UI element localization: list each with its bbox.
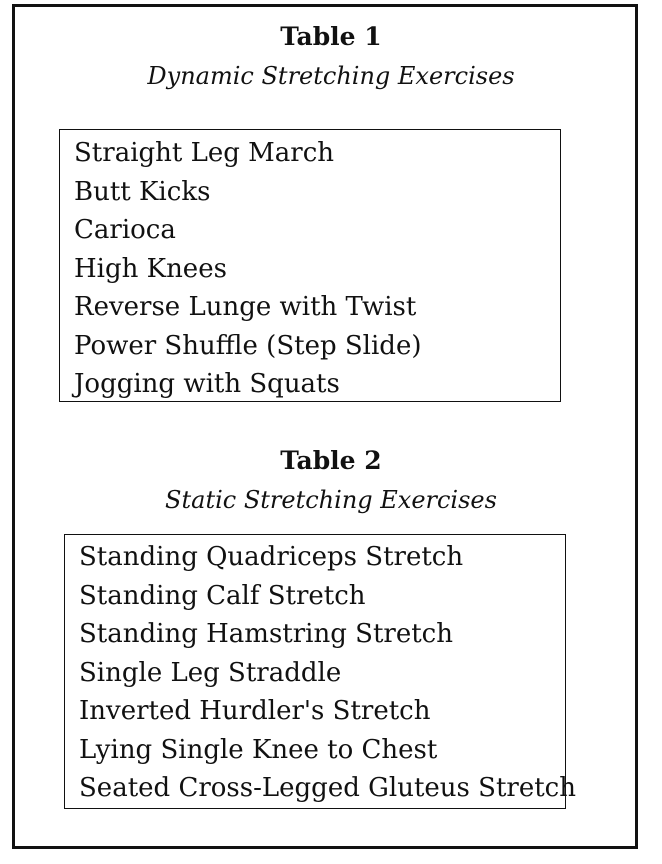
list-item: Standing Calf Stretch bbox=[79, 580, 366, 611]
list-item: Lying Single Knee to Chest bbox=[79, 734, 438, 765]
list-item: Standing Hamstring Stretch bbox=[79, 619, 453, 649]
table-1-subtitle: Dynamic Stretching Exercises bbox=[147, 62, 515, 90]
list-item: Reverse Lunge with Twist bbox=[74, 292, 417, 322]
static-stretching-list bbox=[64, 534, 576, 809]
list-item: Single Leg Straddle bbox=[79, 657, 342, 688]
list-item: Butt Kicks bbox=[74, 176, 211, 207]
list-item: Seated Cross-Legged Gluteus Stretch bbox=[79, 773, 576, 803]
table-2-subtitle: Static Stretching Exercises bbox=[165, 486, 497, 514]
list-item: Standing Quadriceps Stretch bbox=[79, 542, 464, 572]
list-item: High Knees bbox=[74, 253, 227, 284]
table-1-title: Table 1 bbox=[280, 22, 382, 51]
list-item: Carioca bbox=[74, 215, 176, 245]
list-item: Jogging with Squats bbox=[74, 369, 340, 399]
list-item: Inverted Hurdler's Stretch bbox=[79, 696, 431, 726]
list-item: Power Shuffle (Step Slide) bbox=[74, 330, 422, 361]
table-2-title: Table 2 bbox=[280, 446, 382, 475]
dynamic-stretching-list bbox=[59, 129, 561, 402]
list-item: Straight Leg March bbox=[74, 138, 335, 168]
